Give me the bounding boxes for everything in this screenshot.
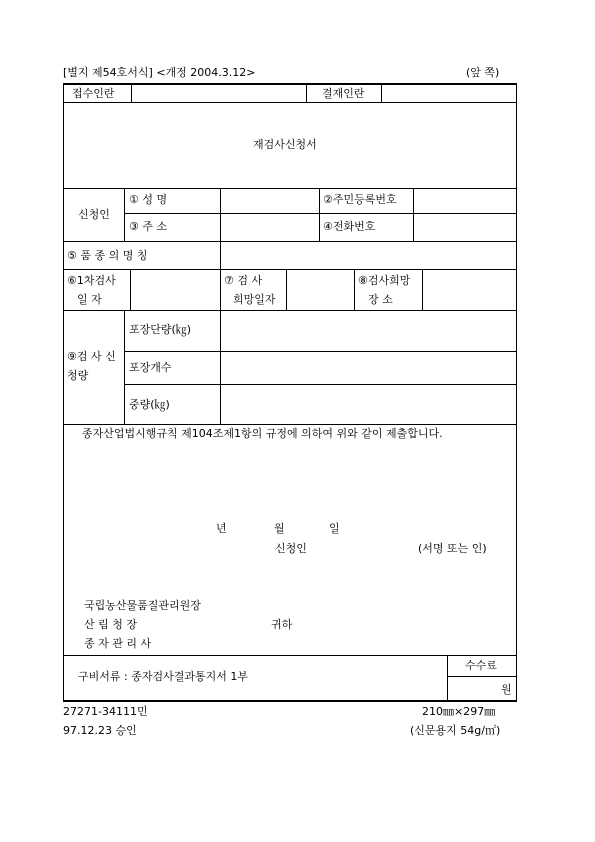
fee-unit: 원 [501, 683, 512, 696]
phone-label: ④전화번호 [323, 220, 376, 233]
resident-number-label: ②주민등록번호 [323, 193, 397, 206]
date-day: 일 [329, 522, 340, 535]
approval-stamp-label: 결재인란 [322, 87, 365, 100]
inspection-quantity-label: ⑨검 사 신 [67, 350, 116, 363]
inspection-quantity-label-2: 청량 [67, 369, 89, 382]
recipient-line-1: 국립농산물품질관리원장 [84, 599, 201, 612]
desired-date-label-2: 희망일자 [233, 293, 276, 306]
form-title: 재검사신청서 [253, 138, 317, 151]
paper-size: 210㎜×297㎜ [422, 705, 496, 718]
applicant-section-label: 신청인 [78, 208, 110, 221]
variety-name-label: ⑤ 품 종 의 명 칭 [67, 249, 148, 262]
date-year: 년 [216, 522, 227, 535]
first-inspection-label: ⑥1차검사 [67, 274, 116, 287]
required-documents: 구비서류 : 종자검사결과통지서 1부 [78, 670, 248, 683]
recipient-line-2: 산 림 청 장 [84, 618, 137, 631]
unit-weight-label: 포장단량(㎏) [129, 323, 192, 336]
name-label: ① 성 명 [129, 193, 168, 206]
desired-place-label-2: 장 소 [368, 293, 393, 306]
fee-label: 수수료 [465, 659, 497, 672]
desired-date-label: ⑦ 검 사 [224, 274, 263, 287]
approval-date: 97.12.23 승인 [63, 724, 137, 737]
paper-spec: (신문용지 54g/㎡) [410, 724, 501, 737]
package-count-label: 포장개수 [129, 361, 172, 374]
applicant-sign-label: 신청인 [275, 542, 307, 555]
form-number: 27271-34111민 [63, 705, 148, 718]
receipt-stamp-label: 접수인란 [72, 87, 115, 100]
desired-place-label: ⑧검사희망 [358, 274, 411, 287]
declaration-text: 종자산업법시행규칙 제104조제1항의 규정에 의하여 위와 같이 제출합니다. [82, 427, 443, 440]
address-label: ③ 주 소 [129, 220, 168, 233]
weight-label: 중량(㎏) [129, 398, 170, 411]
first-inspection-label-2: 일 자 [77, 293, 102, 306]
signature-note: (서명 또는 인) [418, 542, 487, 555]
recipient-honorific: 귀하 [271, 618, 293, 631]
form-reference: [별지 제54호서식] <개정 2004.3.12> [63, 66, 256, 79]
recipient-line-3: 종 자 관 리 사 [84, 637, 152, 650]
page-side-label: (앞 쪽) [466, 66, 500, 79]
date-month: 월 [274, 522, 285, 535]
